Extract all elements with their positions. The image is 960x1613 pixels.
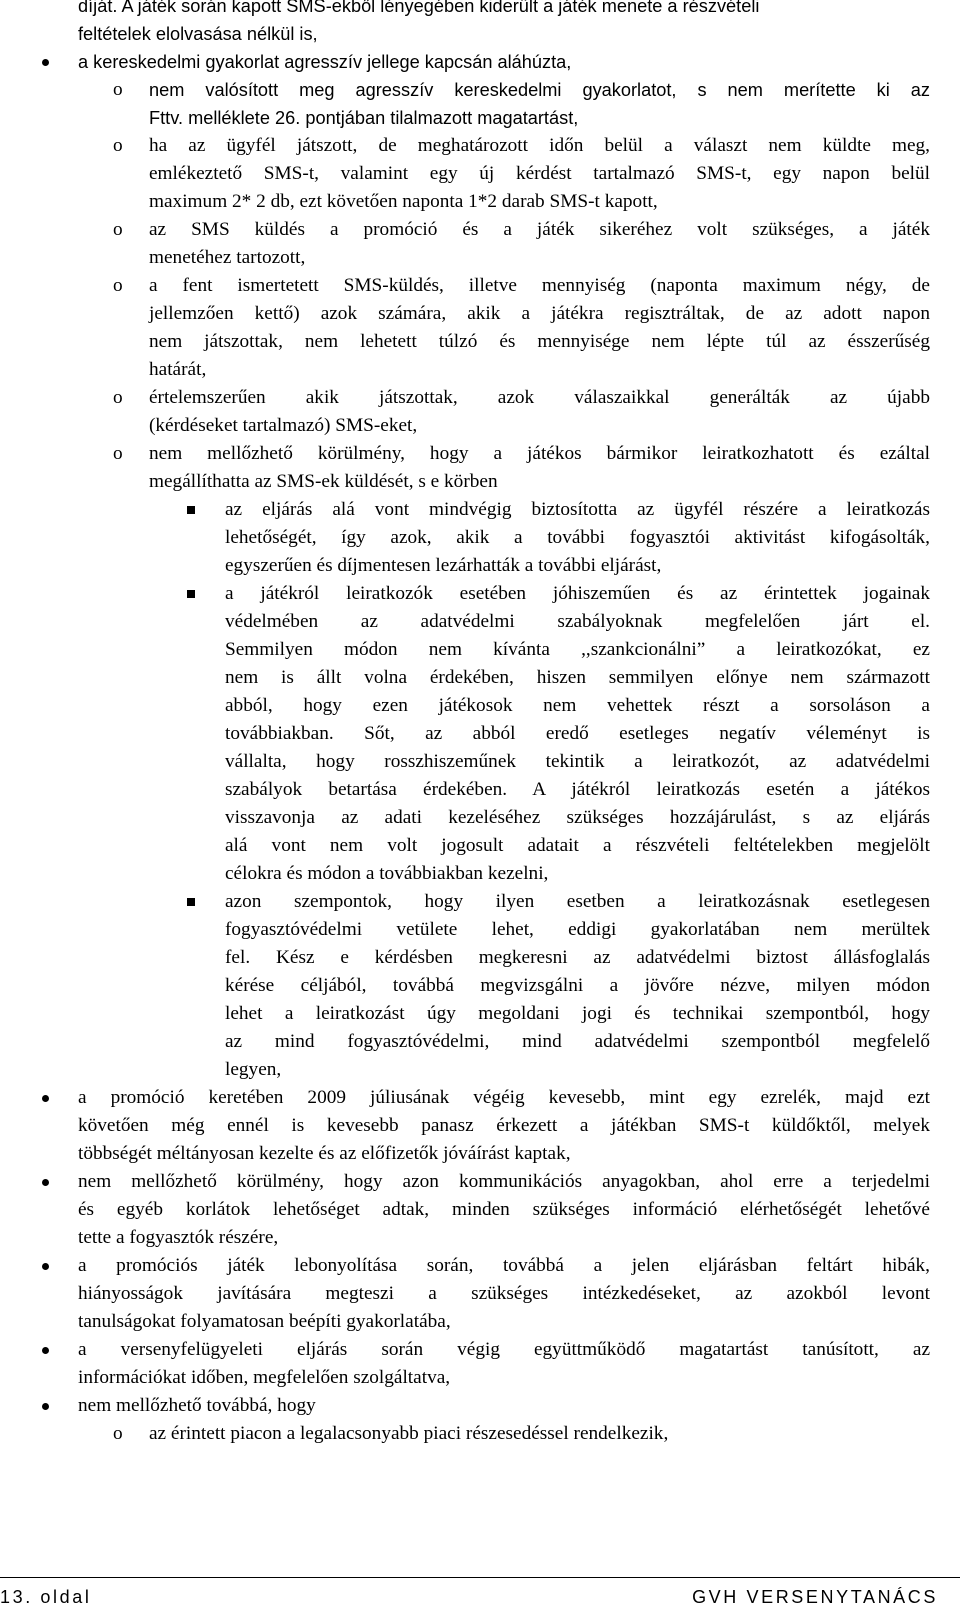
bullet-dot-icon — [42, 59, 49, 66]
bullet-dot-icon — [42, 1263, 49, 1270]
text-line: nem mellőzhető továbbá, hogy — [78, 1395, 316, 1416]
text-line: visszavonja az adati kezeléséhez szükséges hozzájárulást, s az eljárás — [225, 807, 930, 828]
circle-marker-icon: o — [113, 387, 123, 408]
text-line: (kérdéseket tartalmazó) SMS-eket, — [149, 415, 418, 436]
text-line: lehet a leiratkozást úgy megoldani jogi és technikai szempontból, hogy — [225, 1003, 930, 1024]
text-line: nem is állt volna érdekében, hiszen semmilyen előnye nem származott — [225, 667, 930, 688]
text-line: a kereskedelmi gyakorlat agresszív jellege kapcsán aláhúzta, — [78, 52, 572, 72]
text-line: a játékról leiratkozók esetében jóhiszeműen és az érintettek jogainak — [225, 583, 930, 604]
text-line: a versenyfelügyeleti eljárás során végig együttműködő magatartást tanúsított, az — [78, 1339, 930, 1360]
circle-marker-icon: o — [113, 135, 123, 156]
bullet-dot-icon — [42, 1179, 49, 1186]
text-line: a promóció keretében 2009 júliusának végéig kevesebb, mint egy ezrelék, majd ezt — [78, 1087, 930, 1108]
bullet-dot-icon — [42, 1403, 49, 1410]
text-line: hiányosságok javítására megteszi a szükséges intézkedéseket, az azokból levont — [78, 1283, 930, 1304]
text-line: többségét méltányosan kezelte és az előfizetők jóváírást kaptak, — [78, 1143, 571, 1164]
text-line: emlékeztető SMS-t, valamint egy új kérdést tartalmazó SMS-t, egy napon belül — [149, 163, 930, 184]
text-line: tette a fogyasztók részére, — [78, 1227, 279, 1248]
circle-marker-icon: o — [113, 443, 123, 464]
text-line: az eljárás alá vont mindvégig biztosította az ügyfél részére a leiratkozás — [225, 499, 930, 520]
text-line: az mind fogyasztóvédelmi, mind adatvédelmi szempontból megfelelő — [225, 1031, 930, 1052]
text-line: tanulságokat folyamatosan beépíti gyakorlatába, — [78, 1311, 451, 1332]
bullet-dot-icon — [42, 1095, 49, 1102]
text-line: határát, — [149, 359, 207, 380]
text-line: nem valósított meg agresszív kereskedelmi gyakorlatot, s nem merítette ki az — [149, 80, 930, 100]
text-line: Semmilyen módon nem kívánta ,,szankcionálni” a leiratkozókat, ez — [225, 639, 930, 660]
text-line: abból, hogy ezen játékosok nem vehettek részt a sorsoláson a — [225, 695, 930, 716]
bullet-dot-icon — [42, 1347, 49, 1354]
text-line: továbbiakban. Sőt, az abból eredő esetleges negatív véleményt is — [225, 723, 930, 744]
text-line: nem mellőzhető körülmény, hogy azon kommunikációs anyagokban, ahol erre a terjedelmi — [78, 1171, 930, 1192]
text-line: kérése céljából, továbbá megvizsgálni a jövőre nézve, milyen módon — [225, 975, 930, 996]
text-line: célokra és módon a továbbiakban kezelni, — [225, 863, 549, 884]
text-line: védelmében az adatvédelmi szabályoknak megfelelően járt el. — [225, 611, 930, 632]
circle-marker-icon: o — [113, 79, 123, 100]
circle-marker-icon: o — [113, 219, 123, 240]
text-line: nem játszottak, nem lehetett túlzó és mennyisége nem lépte túl az ésszerűség — [149, 331, 930, 352]
text-line: fogyasztóvédelmi vetülete lehet, eddigi gyakorlatában nem merültek — [225, 919, 930, 940]
text-line: az érintett piacon a legalacsonyabb piaci részesedéssel rendelkezik, — [149, 1423, 669, 1444]
text-line: menetéhez tartozott, — [149, 247, 306, 268]
text-line: a fent ismertetett SMS-küldés, illetve mennyiség (naponta maximum négy, de — [149, 275, 930, 296]
text-line: vállalta, hogy rosszhiszeműnek tekintik a leiratkozót, az adatvédelmi — [225, 751, 930, 772]
text-line: ha az ügyfél játszott, de meghatározott időn belül a választ nem küldte meg, — [149, 135, 930, 156]
square-bullet-icon — [187, 506, 195, 514]
text-line: azon szempontok, hogy ilyen esetben a leiratkozásnak esetlegesen — [225, 891, 930, 912]
square-bullet-icon — [187, 898, 195, 906]
text-line: értelemszerűen akik játszottak, azok válaszaikkal generálták az újabb — [149, 387, 930, 408]
footer-rule — [0, 1577, 960, 1578]
text-line: jellemzően kettő) azok számára, akik a játékra regisztráltak, de az adott napon — [149, 303, 930, 324]
footer-organization: GVH VERSENYTANÁCS — [692, 1587, 938, 1607]
circle-marker-icon: o — [113, 1423, 123, 1444]
text-line: az SMS küldés a promóció és a játék sikeréhez volt szükséges, a játék — [149, 219, 930, 240]
circle-marker-icon: o — [113, 275, 123, 296]
text-line: szabályok betartása érdekében. A játékról leiratkozás esetén a játékos — [225, 779, 930, 800]
page-number: 13. oldal — [0, 1587, 92, 1607]
text-line: követően még ennél is kevesebb panasz érkezett a játékban SMS-t küldőktől, melyek — [78, 1115, 930, 1136]
text-line: legyen, — [225, 1059, 282, 1080]
text-line: lehetőségét, így azok, akik a további fogyasztói aktivitást kifogásolták, — [225, 527, 930, 548]
text-line: díját. A játék során kapott SMS-ekből lényegében kiderült a játék menete a részvételi — [78, 0, 760, 16]
text-line: fel. Kész e kérdésben megkeresni az adatvédelmi biztost állásfoglalás — [225, 947, 930, 968]
text-line: a promóciós játék lebonyolítása során, továbbá a jelen eljárásban feltárt hibák, — [78, 1255, 930, 1276]
text-line: információkat időben, megfelelően szolgáltatva, — [78, 1367, 451, 1388]
text-line: feltételek elolvasása nélkül is, — [78, 24, 318, 44]
text-line: és egyéb korlátok lehetőséget adtak, minden szükséges információ elérhetőségét lehetővé — [78, 1199, 930, 1220]
text-line: Fttv. melléklete 26. pontjában tilalmazott magatartást, — [149, 108, 579, 128]
text-line: megállíthatta az SMS-ek küldését, s e körben — [149, 471, 498, 492]
text-line: alá vont nem volt jogosult adatait a részvételi feltételekben megjelölt — [225, 835, 930, 856]
text-line: nem mellőzhető körülmény, hogy a játékos bármikor leiratkozhatott és ezáltal — [149, 443, 930, 464]
text-line: egyszerűen és díjmentesen lezárhatták a további eljárást, — [225, 555, 662, 576]
text-line: maximum 2* 2 db, ezt követően naponta 1*2 darab SMS-t kapott, — [149, 191, 658, 212]
square-bullet-icon — [187, 590, 195, 598]
